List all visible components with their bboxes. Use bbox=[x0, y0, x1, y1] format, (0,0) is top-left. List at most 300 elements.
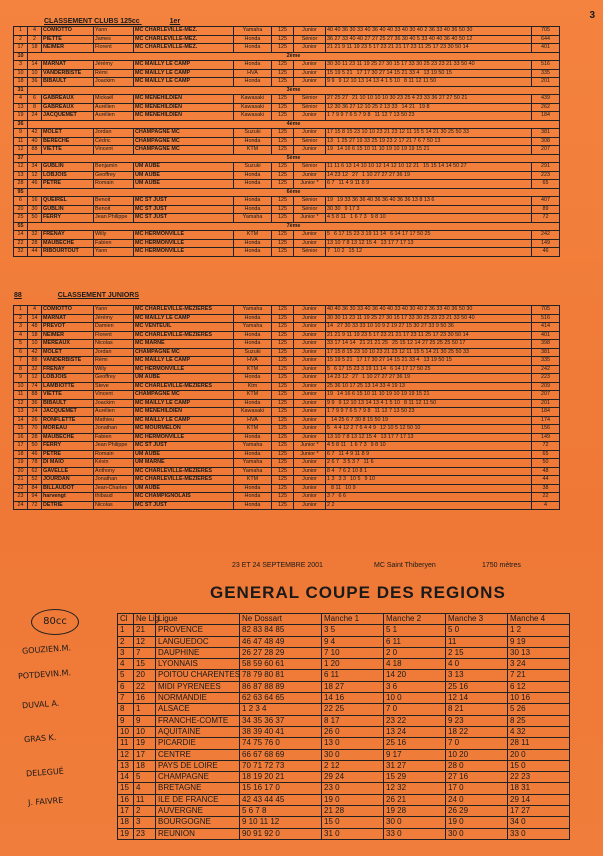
cell-scores bbox=[326, 129, 532, 138]
cell-lastname: RIBOURTOUT bbox=[42, 248, 94, 257]
table-row bbox=[118, 817, 570, 828]
cell-scores bbox=[326, 357, 532, 366]
cell-rank: 4 bbox=[14, 331, 28, 340]
cell-cc: 125 bbox=[272, 95, 294, 104]
cell-total: 184 bbox=[532, 408, 560, 417]
cell-scores bbox=[326, 69, 532, 78]
cell-cc: 125 bbox=[272, 348, 294, 357]
cell-rank: 6 bbox=[118, 681, 134, 692]
cell-firstname: Geoffrey bbox=[94, 374, 134, 383]
event-place: MC Saint Thiberyen bbox=[374, 562, 436, 569]
regions-header-cell: Cl bbox=[118, 614, 134, 625]
cell-bibs: 42 43 44 45 bbox=[240, 794, 322, 805]
cell-category: Junior bbox=[294, 231, 326, 240]
score-group: 9 17 3 bbox=[344, 205, 360, 212]
regions-table bbox=[117, 613, 570, 840]
score-group: 1 10 27 27 27 36 19 bbox=[361, 374, 410, 380]
cell-cc: 125 bbox=[272, 425, 294, 434]
table-row bbox=[14, 44, 560, 53]
cell-league-number: 2 bbox=[134, 806, 156, 817]
cell-brand: Yamaha bbox=[234, 459, 272, 468]
cell-firstname: thibaud bbox=[94, 493, 134, 502]
cell-number: 36 bbox=[28, 399, 42, 408]
cell-number: 52 bbox=[28, 476, 42, 485]
cell-heat1: 2 12 bbox=[322, 760, 384, 771]
cell-club: CHAMPAGNE MC bbox=[134, 146, 234, 155]
cell-club: MC CHARLEVILLE-MEZ. bbox=[134, 27, 234, 36]
score-group: 14 bbox=[327, 323, 333, 329]
cell-heat4: 1 2 bbox=[508, 625, 570, 636]
score-group: 2 2 bbox=[327, 501, 335, 508]
cell-bibs: 62 63 64 65 bbox=[240, 693, 322, 704]
cell-heat2: 2 0 bbox=[384, 647, 446, 658]
cell-heat4: 33 0 bbox=[508, 828, 570, 839]
cell-cc: 125 bbox=[272, 27, 294, 36]
table-row bbox=[118, 783, 570, 794]
cell-scores bbox=[326, 44, 532, 53]
cell-brand: Honda bbox=[234, 197, 272, 206]
score-group: 1 10 27 27 27 36 19 bbox=[361, 171, 410, 178]
cell-number: 42 bbox=[28, 129, 42, 138]
cell-lastname: PIETTE bbox=[42, 35, 94, 44]
score-group: 1 7 9 9 7 6 5 7 9 8 bbox=[327, 408, 371, 414]
cell-heat3: 12 14 bbox=[446, 693, 508, 704]
cell-league-number: 16 bbox=[134, 693, 156, 704]
score-group: 8 11 bbox=[331, 484, 342, 491]
cell-club: MC CHARLEVILLE-MEZ. bbox=[134, 44, 234, 53]
cell-league-number: 1 bbox=[134, 704, 156, 715]
cell-rank: 2 bbox=[14, 314, 28, 323]
table-row bbox=[14, 399, 560, 408]
cell-category: Junior bbox=[294, 501, 326, 510]
cell-club: UM AUBE bbox=[134, 374, 234, 383]
cell-scores bbox=[326, 180, 532, 189]
regions-header-cell: Manche 3 bbox=[446, 614, 508, 625]
score-group: 10 5 bbox=[350, 476, 361, 482]
cell-cc: 125 bbox=[272, 78, 294, 87]
table-row bbox=[118, 715, 570, 726]
cell-number: 32 bbox=[28, 365, 42, 374]
score-group: 6 14 17 17 50 25 bbox=[390, 231, 431, 237]
table-row bbox=[14, 112, 560, 121]
score-group: 21 21 9 11 19 23 5 17 23 21 21 17 23 11 25 17 23 30 50 14 bbox=[327, 44, 469, 50]
cell-cc: 125 bbox=[272, 146, 294, 155]
cell-lastname: LOBJOIS bbox=[42, 171, 94, 180]
section-points: 36 bbox=[14, 120, 28, 129]
cell-heat2: 12 32 bbox=[384, 783, 446, 794]
table-row bbox=[14, 433, 560, 442]
cell-total: 44 bbox=[532, 476, 560, 485]
table-row bbox=[118, 726, 570, 737]
score-group: 6 17 15 23 3 19 11 14 bbox=[334, 365, 387, 372]
cell-brand: Honda bbox=[234, 374, 272, 383]
section-row bbox=[14, 120, 560, 129]
cell-category: Junior bbox=[294, 467, 326, 476]
cell-scores bbox=[326, 35, 532, 44]
cell-category: Junior bbox=[294, 171, 326, 180]
cell-heat3: 5 0 bbox=[446, 625, 508, 636]
cell-firstname: Nicolas bbox=[94, 501, 134, 510]
cell-lastname: VANDERBISTE bbox=[42, 69, 94, 78]
cell-cc: 125 bbox=[272, 450, 294, 459]
cell-heat1: 18 27 bbox=[322, 681, 384, 692]
clubs-title-text: CLASSEMENT CLUBS 125cc bbox=[44, 18, 140, 25]
cell-league-number: 3 bbox=[134, 817, 156, 828]
cell-rank: 2 bbox=[118, 636, 134, 647]
cell-category: Junior bbox=[294, 408, 326, 417]
cell-brand: Honda bbox=[234, 433, 272, 442]
score-group: 13 bbox=[327, 137, 333, 144]
table-row bbox=[118, 647, 570, 658]
cell-total: 398 bbox=[532, 340, 560, 349]
cell-total: 381 bbox=[532, 129, 560, 138]
cell-brand: KTM bbox=[234, 391, 272, 400]
cell-heat3: 4 0 bbox=[446, 659, 508, 670]
table-row bbox=[118, 794, 570, 805]
cell-scores bbox=[326, 450, 532, 459]
cell-category: Junior bbox=[294, 78, 326, 87]
cell-firstname: Nicolas bbox=[94, 340, 134, 349]
cell-cc: 125 bbox=[272, 248, 294, 257]
cell-rank: 17 bbox=[14, 44, 28, 53]
cell-category: Junior bbox=[294, 239, 326, 248]
cell-lastname: MARNAT bbox=[42, 61, 94, 70]
cell-number: 62 bbox=[28, 467, 42, 476]
cell-total: 705 bbox=[532, 27, 560, 36]
score-group: 21 21 21 25 bbox=[359, 340, 388, 346]
cell-number: 28 bbox=[28, 433, 42, 442]
table-row bbox=[118, 704, 570, 715]
cell-club: MC HERMONVILLE bbox=[134, 365, 234, 374]
cell-number: 6 bbox=[28, 95, 42, 104]
cell-brand: Yamaha bbox=[234, 214, 272, 223]
cell-lastname: MARNAT bbox=[42, 314, 94, 323]
cell-number: 88 bbox=[28, 146, 42, 155]
cell-cc: 125 bbox=[272, 69, 294, 78]
cell-category: Junior bbox=[294, 44, 326, 53]
cell-league: BRETAGNE bbox=[156, 783, 240, 794]
cell-bibs: 26 27 28 29 bbox=[240, 647, 322, 658]
cell-league: BOURGOGNE bbox=[156, 817, 240, 828]
cell-rank: 12 bbox=[14, 163, 28, 172]
score-group: 30 30 11 23 11 19 25 27 30 15 17 33 30 25 23 23 21 33 50 40 bbox=[327, 61, 475, 67]
table-row bbox=[118, 806, 570, 817]
section-rank-label: 5ème bbox=[28, 154, 560, 163]
cell-number: 88 bbox=[28, 357, 42, 366]
table-row bbox=[14, 137, 560, 146]
cell-bibs: 9 10 11 12 bbox=[240, 817, 322, 828]
cell-total: 89 bbox=[532, 205, 560, 214]
cell-league-number: 9 bbox=[134, 715, 156, 726]
score-group: 6 7 bbox=[327, 180, 335, 186]
cell-scores bbox=[326, 239, 532, 248]
cell-cc: 125 bbox=[272, 163, 294, 172]
table-row bbox=[14, 467, 560, 476]
score-group: 11 11 6 13 14 10 10 12 14 12 10 12 21 bbox=[327, 163, 420, 169]
score-group: 15 15 14 14 50 27 bbox=[423, 163, 467, 169]
cell-club: MC MAILLY LE CAMP bbox=[134, 61, 234, 70]
cell-league-number: 11 bbox=[134, 794, 156, 805]
cell-rank: 14 bbox=[118, 772, 134, 783]
cell-category: Sénior bbox=[294, 248, 326, 257]
cell-total: 22 bbox=[532, 493, 560, 502]
cell-lastname: BILLAUDOT bbox=[42, 484, 94, 493]
cell-scores bbox=[326, 391, 532, 400]
cell-bibs: 38 39 40 41 bbox=[240, 726, 322, 737]
score-group: 1 7 9 9 7 6 5 7 9 8 bbox=[327, 112, 371, 118]
cell-scores bbox=[326, 374, 532, 383]
cell-firstname: Mathieu bbox=[94, 416, 134, 425]
cell-heat1: 31 0 bbox=[322, 828, 384, 839]
cell-rank: 9 bbox=[14, 129, 28, 138]
cell-category: Sénior bbox=[294, 197, 326, 206]
cell-firstname: Benoit bbox=[94, 197, 134, 206]
cell-firstname: Geoffrey bbox=[94, 171, 134, 180]
cell-brand: KTM bbox=[234, 476, 272, 485]
table-row bbox=[14, 205, 560, 214]
cell-heat4: 15 0 bbox=[508, 760, 570, 771]
cell-bibs: 58 59 60 61 bbox=[240, 659, 322, 670]
score-group: 11 12 7 13 50 23 bbox=[374, 408, 415, 414]
score-group: 2 6 7 bbox=[327, 459, 339, 465]
cell-number: 94 bbox=[28, 493, 42, 502]
cell-brand: Honda bbox=[234, 205, 272, 214]
cell-firstname: Florent bbox=[94, 331, 134, 340]
cell-scores bbox=[326, 459, 532, 468]
cell-category: Sénior bbox=[294, 95, 326, 104]
cell-category: Junior bbox=[294, 323, 326, 332]
cell-number: 46 bbox=[28, 450, 42, 459]
cell-brand: Honda bbox=[234, 314, 272, 323]
cell-heat3: 11 bbox=[446, 636, 508, 647]
cell-category: Junior bbox=[294, 306, 326, 315]
cell-brand: HVA bbox=[234, 357, 272, 366]
cell-number: 28 bbox=[28, 239, 42, 248]
cell-lastname: GABREAUX bbox=[42, 95, 94, 104]
cell-category: Junior bbox=[294, 425, 326, 434]
cell-scores bbox=[326, 408, 532, 417]
cell-rank: 3 bbox=[14, 61, 28, 70]
cell-cc: 125 bbox=[272, 314, 294, 323]
cell-bibs: 34 35 36 37 bbox=[240, 715, 322, 726]
table-row bbox=[118, 625, 570, 636]
cell-brand: Honda bbox=[234, 239, 272, 248]
cell-rank: 6 bbox=[14, 348, 28, 357]
cell-league-number: 7 bbox=[134, 647, 156, 658]
cell-rank: 1 bbox=[14, 306, 28, 315]
table-row bbox=[14, 163, 560, 172]
cell-club: MC ST JUST bbox=[134, 197, 234, 206]
cell-total: 414 bbox=[532, 323, 560, 332]
cell-scores bbox=[326, 416, 532, 425]
score-group: 6 14 17 17 50 25 bbox=[390, 365, 431, 372]
cell-number: 12 bbox=[28, 171, 42, 180]
cell-lastname: NEIMER bbox=[42, 44, 94, 53]
score-group: 12 30 36 27 12 10 25 2 13 33 bbox=[327, 103, 398, 110]
cell-cc: 125 bbox=[272, 416, 294, 425]
cell-lastname: RONFLETTE bbox=[42, 416, 94, 425]
section-row bbox=[14, 86, 560, 95]
cell-club: UM AUBE bbox=[134, 450, 234, 459]
cell-lastname: VIETTE bbox=[42, 146, 94, 155]
cell-rank: 15 bbox=[118, 783, 134, 794]
cell-heat4: 4 32 bbox=[508, 726, 570, 737]
cell-brand: Yamaha bbox=[234, 27, 272, 36]
score-group: 19 bbox=[327, 197, 333, 203]
cell-number: 88 bbox=[28, 391, 42, 400]
cell-club: MC CHARLEVILLE-MEZIERES bbox=[134, 476, 234, 485]
score-group: 33 17 14 14 bbox=[327, 340, 356, 346]
cell-lastname: NEIMER bbox=[42, 331, 94, 340]
score-group: 19 bbox=[327, 391, 333, 397]
handwritten-delegate-name: J. FAIVRE bbox=[27, 795, 64, 808]
cell-number: 42 bbox=[28, 348, 42, 357]
cell-brand: Suzuki bbox=[234, 129, 272, 138]
cell-rank: 13 bbox=[14, 103, 28, 112]
score-group: 40 40 36 30 33 40 36 40 40 33 40 30 40 2 36 33 40 36 50 30 bbox=[327, 306, 473, 312]
cell-lastname: DI MAIO bbox=[42, 459, 94, 468]
cell-league-number: 12 bbox=[134, 636, 156, 647]
cell-league-number: 22 bbox=[134, 681, 156, 692]
section-points: 55 bbox=[14, 222, 28, 231]
cell-heat1: 13 0 bbox=[322, 738, 384, 749]
table-row bbox=[14, 95, 560, 104]
cell-brand: KTM bbox=[234, 425, 272, 434]
cell-heat4: 17 27 bbox=[508, 806, 570, 817]
cell-firstname: Joackim bbox=[94, 78, 134, 87]
cell-lastname: PETRE bbox=[42, 450, 94, 459]
cell-total: 149 bbox=[532, 239, 560, 248]
cell-category: Junior bbox=[294, 391, 326, 400]
table-row bbox=[14, 374, 560, 383]
cell-lastname: LOBJOIS bbox=[42, 374, 94, 383]
cell-heat4: 20 0 bbox=[508, 749, 570, 760]
score-group: 21 10 10 10 10 30 23 25 4 23 33 36 27 27 50 21 bbox=[351, 95, 468, 101]
cell-heat2: 30 0 bbox=[384, 817, 446, 828]
cell-league: REUNION bbox=[156, 828, 240, 839]
cell-cc: 125 bbox=[272, 35, 294, 44]
score-group: 3 7 bbox=[327, 493, 335, 499]
cell-cc: 125 bbox=[272, 476, 294, 485]
regions-header-cell: Ne Dossart bbox=[240, 614, 322, 625]
score-group: 9 9 bbox=[327, 78, 335, 84]
cell-lastname: VIETTE bbox=[42, 391, 94, 400]
cell-firstname: Aurélien bbox=[94, 112, 134, 121]
cell-category: Sénior bbox=[294, 35, 326, 44]
cell-cc: 125 bbox=[272, 214, 294, 223]
score-group: 27 30 33 33 10 10 9 2 19 27 15 30 27 33 9 50 36 bbox=[337, 323, 454, 329]
cell-number: 16 bbox=[28, 197, 42, 206]
cell-category: Junior bbox=[294, 433, 326, 442]
cell-heat1: 9 4 bbox=[322, 636, 384, 647]
cell-league-number: 17 bbox=[134, 749, 156, 760]
cell-heat3: 19 0 bbox=[446, 817, 508, 828]
cell-club: CHAMPAGNE MC bbox=[134, 391, 234, 400]
cell-heat1: 19 0 bbox=[322, 794, 384, 805]
cell-heat4: 29 14 bbox=[508, 794, 570, 805]
cell-scores bbox=[326, 382, 532, 391]
score-group: 1 6 7 3 bbox=[350, 214, 367, 220]
cell-heat2: 5 1 bbox=[384, 625, 446, 636]
cell-brand: Honda bbox=[234, 180, 272, 189]
cell-lastname: BERECHE bbox=[42, 137, 94, 146]
cell-rank: 7 bbox=[118, 693, 134, 704]
cell-bibs: 90 91 92 0 bbox=[240, 828, 322, 839]
cell-club: MC MAILLY LE CAMP bbox=[134, 416, 234, 425]
cell-total: 65 bbox=[532, 180, 560, 189]
cell-club: MC ST JUST bbox=[134, 205, 234, 214]
cell-category: Junior bbox=[294, 340, 326, 349]
cell-total: 335 bbox=[532, 357, 560, 366]
cell-rank: 20 bbox=[14, 205, 28, 214]
cell-league: FRANCHE-COMTE bbox=[156, 715, 240, 726]
cell-heat1: 15 0 bbox=[322, 817, 384, 828]
juniors-number: 88 bbox=[14, 292, 22, 299]
cell-heat2: 6 11 bbox=[384, 636, 446, 647]
cell-cc: 125 bbox=[272, 112, 294, 121]
cell-cc: 125 bbox=[272, 129, 294, 138]
score-group: 9 12 10 13 14 13 4 1 5 10 bbox=[338, 399, 400, 406]
cell-total: 156 bbox=[532, 425, 560, 434]
score-group: 5 bbox=[327, 425, 330, 431]
cell-firstname: Florent bbox=[94, 44, 134, 53]
table-row bbox=[14, 35, 560, 44]
cell-rank: 18 bbox=[118, 817, 134, 828]
cell-brand: Honda bbox=[234, 331, 272, 340]
cell-number: 30 bbox=[28, 205, 42, 214]
cell-rank: 10 bbox=[14, 382, 28, 391]
score-group: 19 8 bbox=[418, 103, 430, 110]
cell-total: 207 bbox=[532, 391, 560, 400]
cell-brand: Honda bbox=[234, 340, 272, 349]
score-group: 8 4 bbox=[327, 467, 335, 474]
cell-heat4: 30 13 bbox=[508, 647, 570, 658]
cell-category: Junior bbox=[294, 493, 326, 502]
cell-firstname: Cédric bbox=[94, 137, 134, 146]
table-row bbox=[118, 681, 570, 692]
cell-scores bbox=[326, 112, 532, 121]
cell-category: Junior bbox=[294, 61, 326, 70]
score-group: 9 8 10 bbox=[370, 442, 386, 448]
cell-lastname: QUEIREL bbox=[42, 197, 94, 206]
cell-total: 149 bbox=[532, 433, 560, 442]
section-rank-label: 7ème bbox=[28, 222, 560, 231]
cell-heat4: 7 21 bbox=[508, 670, 570, 681]
score-group: 12 10 5 12 50 10 bbox=[379, 425, 421, 431]
cell-cc: 125 bbox=[272, 408, 294, 417]
cell-brand: Honda bbox=[234, 493, 272, 502]
cell-firstname: Rémi bbox=[94, 357, 134, 366]
cell-lastname: COMIOTTO bbox=[42, 306, 94, 315]
event-date: 23 ET 24 SEPTEMBRE 2001 bbox=[232, 562, 323, 569]
cell-league-number: 18 bbox=[134, 760, 156, 771]
cell-heat3: 7 0 bbox=[446, 738, 508, 749]
score-group: 25 15 12 14 27 25 25 25 50 17 bbox=[391, 340, 466, 346]
cell-category: Junior bbox=[294, 314, 326, 323]
score-group: 9 12 10 13 14 13 4 1 5 10 bbox=[338, 78, 400, 84]
section-points: 10 bbox=[14, 52, 28, 61]
cell-heat2: 26 21 bbox=[384, 794, 446, 805]
event-distance: 1750 mètres bbox=[482, 562, 521, 569]
cell-league: ILE DE FRANCE bbox=[156, 794, 240, 805]
score-group: 40 40 36 30 33 40 36 40 40 33 40 30 40 2 36 33 40 36 50 30 bbox=[327, 27, 473, 33]
score-group: 8 11 12 11 50 bbox=[403, 399, 437, 406]
table-row bbox=[14, 180, 560, 189]
cell-club: MC CHARLEVILLE-MEZIERES bbox=[134, 382, 234, 391]
cell-total: 262 bbox=[532, 103, 560, 112]
cell-rank: 9 bbox=[118, 715, 134, 726]
score-group: 14 23 12 bbox=[327, 374, 348, 380]
